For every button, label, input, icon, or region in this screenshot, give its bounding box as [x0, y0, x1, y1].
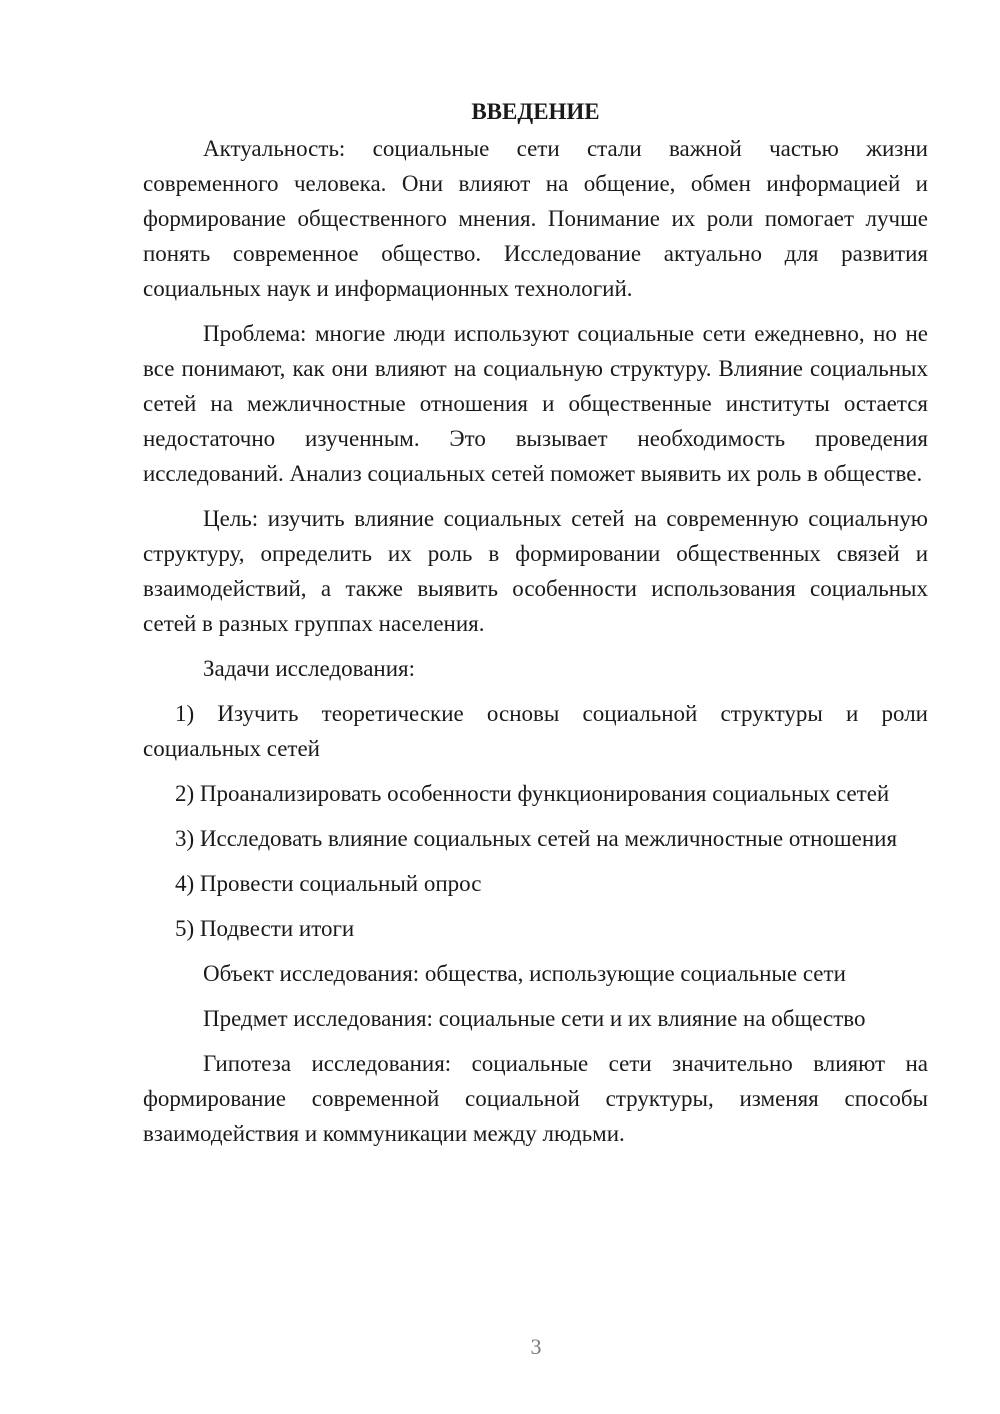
task-item: 3) Исследовать влияние социальных сетей на межличностные отношения: [175, 826, 898, 851]
task-item: 1) Изучить теоретические основы социальной структуры и роли социальных сетей: [143, 701, 928, 761]
tasks-title: Задачи исследования:: [203, 656, 416, 681]
relevance-paragraph: Актуальность: социальные сети стали важной частью жизни современного человека. Они влияют на общение, обмен информацией и формирование общественного мнения. Понимание их роли помогает лучше понять современное общество. Исследование актуально для развития социальных наук и информационных технологий.: [143, 136, 928, 301]
page-number: 3: [530, 1334, 542, 1359]
task-item: 5) Подвести итоги: [175, 916, 355, 941]
research-object: Объект исследования: общества, использующие социальные сети: [203, 961, 846, 986]
task-item: 4) Провести социальный опрос: [175, 871, 482, 896]
goal-paragraph: Цель: изучить влияние социальных сетей на современную социальную структуру, определить их роль в формировании общественных связей и взаимодействий, а также выявить особенности использования социальных сетей в разных группах населения.: [143, 506, 928, 636]
hypothesis-paragraph: Гипотеза исследования: социальные сети значительно влияют на формирование современной социальной структуры, изменяя способы взаимодействия и коммуникации между людьми.: [143, 1051, 928, 1146]
section-heading: ВВЕДЕНИЕ: [471, 99, 600, 124]
research-subject: Предмет исследования: социальные сети и их влияние на общество: [203, 1006, 866, 1031]
task-item: 2) Проанализировать особенности функционирования социальных сетей: [175, 781, 890, 806]
page-content: [143, 94, 928, 1161]
problem-paragraph: Проблема: многие люди используют социальные сети ежедневно, но не все понимают, как они влияют на социальную структуру. Влияние социальных сетей на межличностные отношения и общественные институты остается недостаточно изученным. Это вызывает необходимость проведения исследований. Анализ социальных сетей поможет выявить их роль в обществе.: [143, 321, 928, 486]
